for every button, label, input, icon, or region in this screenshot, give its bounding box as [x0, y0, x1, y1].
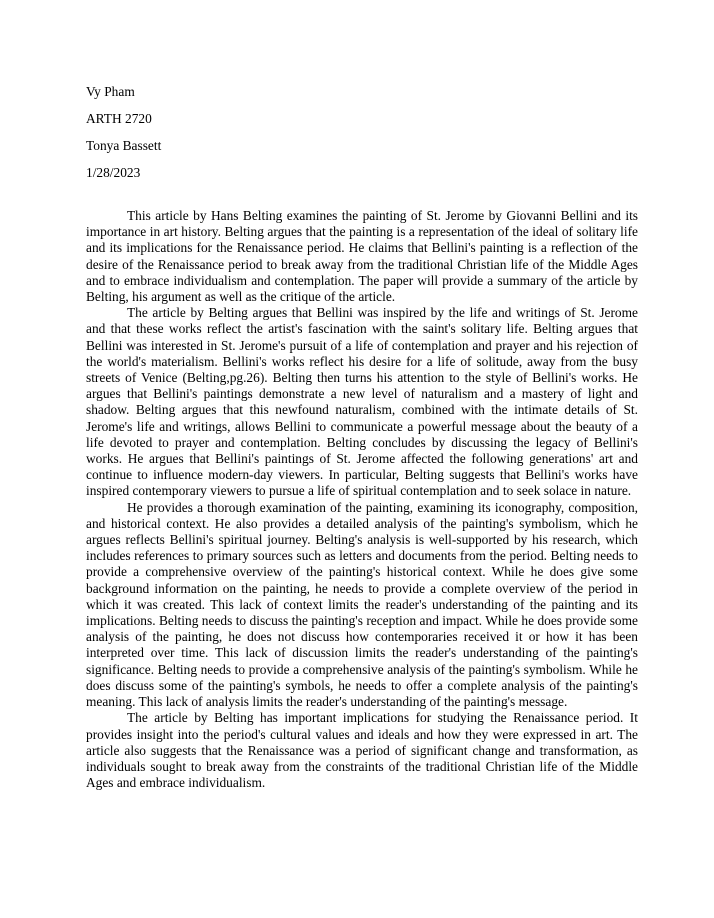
paragraph-implications: The article by Belting has important implications for studying the Renaissance period. It provides insight into the period's cultural values and ideals and how they were expressed in art. The article also suggests that the Renaissance was a period of significant change and transformation, as individuals sought to break away from the constraints of the traditional Christian life of the Middle Ages and embrace individualism. [86, 710, 638, 791]
instructor-name: Tonya Bassett [86, 138, 162, 153]
paragraph-critique: He provides a thorough examination of the painting, examining its iconography, composition, and historical context. He also provides a detailed analysis of the painting's symbolism, which he argues reflects Bellini's spiritual journey. Belting's analysis is well-supported by his research, which includes references to primary sources such as letters and documents from the period. Belting needs to provide a comprehensive overview of the painting's historical context. While he does give some background information on the painting, he needs to provide a complete overview of the period in which it was created. This lack of context limits the reader's understanding of the painting and its implications. Belting needs to discuss the painting's reception and impact. While he does provide some analysis of the painting, he does not discuss how contemporaries received it or how it has been interpreted over time. This lack of discussion limits the reader's understanding of the painting's significance. Belting needs to provide a comprehensive analysis of the painting's symbolism. While he does discuss some of the painting's symbols, he needs to offer a complete analysis of the painting's meaning. This lack of analysis limits the reader's understanding of the painting's message. [86, 499, 638, 710]
course-code: ARTH 2720 [86, 111, 152, 126]
paragraph-summary: The article by Belting argues that Bellini was inspired by the life and writings of St. Jerome and that these works reflect the artist's fascination with the saint's solitary life. Belting argues that Bellini was interested in St. Jerome's pursuit of a life of contemplation and prayer and his rejection of the world's materialism. Bellini's works reflect his desire for a life of solitude, away from the busy streets of Venice (Belting,pg.26). Belting then turns his attention to the style of Bellini's works. He argues that Bellini's paintings demonstrate a new level of naturalism and a mastery of light and shadow. Belting argues that this newfound naturalism, combined with the intimate details of St. Jerome's life and writings, allows Bellini to communicate a powerful message about the beauty of a life devoted to prayer and contemplation. Belting concludes by discussing the legacy of Bellini's works. He argues that Bellini's paintings of St. Jerome affected the following generations' art and continue to influence modern-day viewers. In particular, Belting suggests that Bellini's works have inspired contemporary viewers to pursue a life of spiritual contemplation and to seek solace in nature. [86, 305, 638, 499]
document-header [86, 84, 646, 192]
document-date: 1/28/2023 [86, 165, 141, 180]
paragraph-intro: This article by Hans Belting examines the painting of St. Jerome by Giovanni Bellini and its importance in art history. Belting argues that the painting is a representation of the ideal of solitary life and its implications for the Renaissance period. He claims that Bellini's painting is a reflection of the desire of the Renaissance period to break away from the traditional Christian life of the Middle Ages and to embrace individualism and contemplation. The paper will provide a summary of the article by Belting, his argument as well as the critique of the article. [86, 208, 638, 305]
document-body [86, 208, 638, 791]
author-name: Vy Pham [86, 84, 135, 99]
